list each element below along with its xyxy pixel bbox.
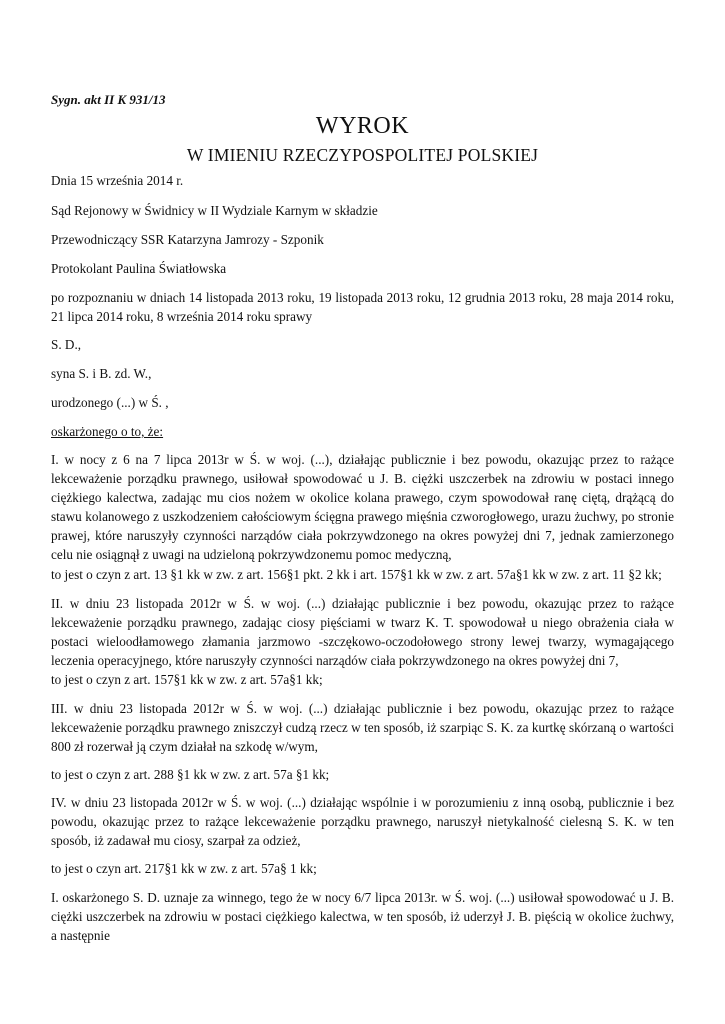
charge-1-qualification: to jest o czyn z art. 13 §1 kk w zw. z art. 156§1 pkt. 2 kk i art. 157§1 kk w zw. z art. 57a§1 kk w zw. z art. 11 §2 kk; xyxy=(51,567,662,582)
charge-3-qualification: to jest o czyn z art. 288 §1 kk w zw. z art. 57a §1 kk; xyxy=(51,767,330,782)
accusation-heading: oskarżonego o to, że: xyxy=(51,424,164,439)
charge-2-qualification: to jest o czyn z art. 157§1 kk w zw. z art. 57a§1 kk; xyxy=(51,672,323,687)
defendant-name: S. D., xyxy=(51,337,82,352)
charge-4-qualification: to jest o czyn art. 217§1 kk w zw. z art. 57a§ 1 kk; xyxy=(51,861,317,876)
charge-3: III. w dniu 23 listopada 2012r w Ś. w woj. (...) działając publicznie i bez powodu, okazując przez to rażące lekceważenie porządku prawnego zniszczył cudzą rzecz w ten sposób, iż szarpiąc S. K. za kurtkę skórzaną o wartości 800 zł rozerwał ją czym działał na szkodę w/wym, xyxy=(51,701,674,754)
hearing-dates: po rozpoznaniu w dniach 14 listopada 2013 roku, 19 listopada 2013 roku, 12 grudnia 2013 roku, 28 maja 2014 roku, 21 lipca 2014 roku, 8 września 2014 roku sprawy xyxy=(51,290,674,324)
charge-1: I. w nocy z 6 na 7 lipca 2013r w Ś. w woj. (...), działając publicznie i bez powodu, okazując przez to rażące lekceważenie porządku prawnego, usiłował spowodować u J. B. ciężki uszczerbek na zdrowiu w postaci innego ciężkiego kalectwa, zadając mu cios nożem w okolice kolana prawego, czym spowodował ranę ciętą, drążącą do stawu kolanowego z uszkodzeniem całościowym ścięgna prawego mięśnia czworogłowego, urazu żuchwy, po stronie prawej, które naruszyły czynności narządów ciała pokrzywdzonego na okres powyżej dni 7, jednak zamierzonego celu nie osiągnął z uwagi na udzieloną pokrzywdzonemu pomoc medyczną, xyxy=(51,452,674,562)
document-subtitle: W IMIENIU RZECZYPOSPOLITEJ POLSKIEJ xyxy=(186,145,539,165)
court-composition: Sąd Rejonowy w Świdnicy w II Wydziale Karnym w składzie xyxy=(51,203,378,218)
defendant-parents: syna S. i B. zd. W., xyxy=(51,366,152,381)
charge-2: II. w dniu 23 listopada 2012r w Ś. w woj. (...) działając publicznie i bez powodu, okazując przez to rażące lekceważenie porządku prawnego, zadając ciosy pięściami w twarz K. T. spowodował u niego obrażenia ciała w postaci wieloodłamowego złamania jarzmowo -szczękowo-oczodołowego strony lewej twarzy, wymagającego leczenia operacyjnego, które naruszyły czynności narządów ciała pokrzywdzonego na okres powyżej dni 7, xyxy=(51,596,674,668)
document-title: WYROK xyxy=(315,113,410,139)
case-signature: Sygn. akt II K 931/13 xyxy=(51,92,166,107)
court-clerk: Protokolant Paulina Światłowska xyxy=(51,261,227,276)
charge-4: IV. w dniu 23 listopada 2012r w Ś. w woj. (...) działając wspólnie i w porozumieniu z inną osobą, publicznie i bez powodu, okazując przez to rażące lekceważenie porządku prawnego, naruszył nietykalność cielesną S. K. w ten sposób, iż zadawał mu ciosy, szarpał za odzież, xyxy=(51,795,674,848)
verdict-point-1: I. oskarżonego S. D. uznaje za winnego, tego że w nocy 6/7 lipca 2013r. w Ś. woj. (...) usiłował spowodować u J. B. ciężki uszczerbek na zdrowiu w postaci ciężkiego kalectwa, w ten sposób, iż uderzył J. B. pięścią w okolice żuchwy, a następnie xyxy=(51,890,674,943)
defendant-birth: urodzonego (...) w Ś. , xyxy=(51,395,169,410)
presiding-judge: Przewodniczący SSR Katarzyna Jamrozy - Szponik xyxy=(51,232,324,247)
verdict-date: Dnia 15 września 2014 r. xyxy=(51,173,184,188)
